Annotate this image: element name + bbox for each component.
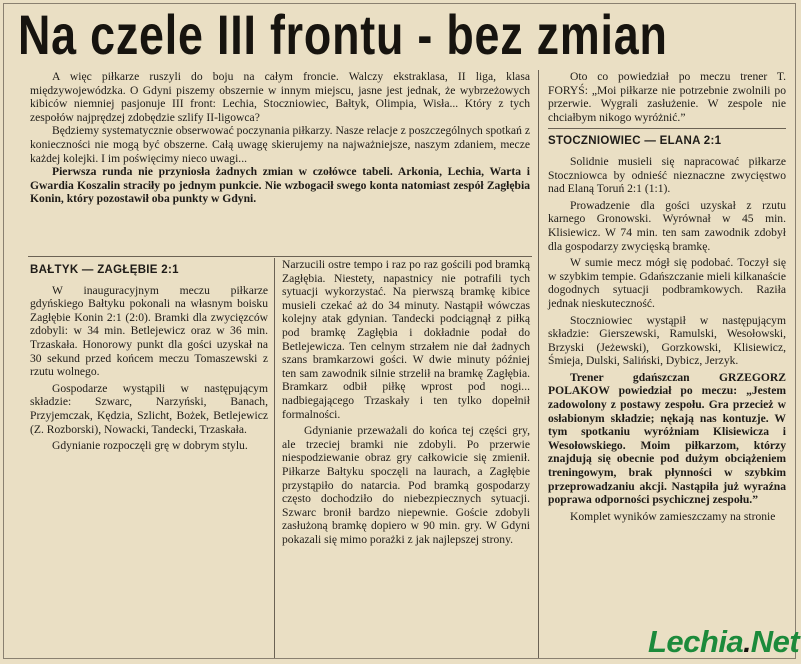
intro-block bbox=[30, 70, 530, 206]
coach-quote: Oto co powiedział po meczu trener T. FORYŚ: „Moi piłkarze nie potrzebnie zwolnili po przerwie. Wygrali zasłużenie. W zespole nie chciałbym nikogo wyróżnić.” bbox=[548, 70, 786, 124]
logo-dot: . bbox=[743, 627, 751, 659]
logo-text-part2: Net bbox=[750, 624, 800, 659]
headline: Na czele III frontu - bez zmian bbox=[18, 3, 668, 66]
column-3 bbox=[548, 70, 786, 523]
lechia-net-watermark bbox=[648, 624, 798, 660]
article-paragraph: Prowadzenie dla gości uzyskał z rzutu karnego Gronowski. Wyrównał w 45 min. Klisiewicz. W 74 min. ten sam zawodnik zdobył dla gospodarzy zwycięską bramkę. bbox=[548, 198, 786, 253]
divider bbox=[548, 128, 786, 129]
column-2 bbox=[282, 258, 530, 546]
article-paragraph: Komplet wyników zamieszczamy na stronie bbox=[570, 509, 776, 523]
column-1 bbox=[30, 258, 268, 453]
article-paragraph: Narzucili ostre tempo i raz po raz gościli pod bramką Zagłębia. Niestety, napastnicy nie potrafili tych sytuacji wykorzystać. Na pierwszą bramkę kibice musieli czekać aż do 34 minuty. Nastąpił wówczas kolejny atak gdynian. Tandecki podciągnął z piłką pod bramkę Zagłębia i dokładnie podał do Betlejewicza. Ten celnym strzałem nie dał żadnych szans bramkarzowi gości. W dwie minuty później ten sam zawodnik silnie strzelił na bramkę Zagłębia. Bramkarz odbił piłkę wprost pod nogi... nadbiegającego Trzaskały i ten tylko dopełnił formalności. bbox=[282, 258, 530, 421]
article-paragraph: Gdynianie rozpoczęli grę w dobrym stylu. bbox=[52, 439, 248, 453]
column-rule bbox=[538, 70, 539, 658]
section-heading-baltyk: BAŁTYK — ZAGŁĘBIE 2:1 bbox=[30, 264, 179, 276]
article-paragraph: Solidnie musieli się napracować piłkarze Stoczniowca by odnieść nieznaczne zwycięstwo nad Elaną Toruń 2:1 (1:1). bbox=[548, 154, 786, 196]
section-heading-stoczniowiec: STOCZNIOWIEC — ELANA 2:1 bbox=[548, 135, 722, 148]
article-paragraph: Gospodarze wystąpili w następującym składzie: Szwarc, Narzyński, Banach, Przyjemczak, Kędzia, Szlicht, Bożek, Betlejewicz (Z. Rozborski), Nowacki, Tandecki, Trzaskała. bbox=[30, 381, 268, 436]
coach-quote: Trener gdańszczan GRZEGORZ POLAKOW powiedział po meczu: „Jestem zadowolony z postawy zespołu. Gra przecież w osłabionym składzie; nękają nas kontuzje. W tym spotkaniu wyróżniam Klisiewicza i Wesołowskiego. Moim piłkarzom, którzy znajdują się obecnie pod dużym obciążeniem treningowym, brak płynności w szybkim przeprowadzaniu akcji. Nastąpiła już wyraźna poprawa odporności psychicznej zespołu.” bbox=[548, 370, 786, 507]
article-paragraph: W sumie mecz mógł się podobać. Toczył się w szybkim tempie. Gdańszczanie mieli kilkanaście dogodnych sytuacji podbramkowych. Raziła jednak nieskuteczność. bbox=[548, 256, 786, 310]
lineup-paragraph: Stoczniowiec wystąpił w następującym składzie: Gierszewski, Ramulski, Wesołowski, Brzyski (Jeżewski), Gorzkowski, Klisiewicz, Śmieja, Dulski, Saliński, Dybicz, Jerzyk. bbox=[548, 313, 786, 368]
logo-text-part1: Lechia bbox=[648, 624, 744, 659]
article-paragraph: Gdynianie przeważali do końca tej części gry, ale trzeciej bramki nie zdobyli. Po przerwie niespodziewanie obraz gry całkowicie się zmienił. Piłkarze Bałtyku spoczęli na laurach, a Zagłębie przystąpiło do natarcia. Pod bramką gospodarzy często dochodziło do niebezpiecznych sytuacji. Szwarc bronił bardzo niepewnie. Goście zdobyli zasłużoną bramkę dopiero w 90 min. gry. W Gdyni pokazali się mimo porażki z jak najlepszej strony. bbox=[282, 424, 530, 546]
intro-paragraph: Pierwsza runda nie przyniosła żadnych zmian w czołówce tabeli. Arkonia, Lechia, Warta i Gwardia Koszalin straciły po jednym punkcie. Nie wzbogacił swego konta natomiast zespół Zagłębia Konin, który pozostawił oba punkty w Gdyni. bbox=[30, 165, 530, 206]
intro-paragraph: A więc piłkarze ruszyli do boju na całym froncie. Walczy ekstraklasa, II liga, klasa międzywojewódzka. O Gdyni piszemy obszernie w innym miejscu, jasne jest jednak, że wybrzeżowych kibiców niemniej pasjonuje III front: Lechia, Stoczniowiec, Bałtyk, Olimpia, Wisła... Który z tych zespołów najprędzej zdobędzie szlify II-ligowca? bbox=[30, 70, 530, 124]
intro-paragraph: Będziemy systematycznie obserwować poczynania piłkarzy. Nasze relacje z poszczególnych spotkań z konieczności nie mogą być obszerne. Całą uwagę skierujemy na najważniejsze, naszym zdaniem, mecze każdej kolejki. I im poświęcimy nieco uwagi... bbox=[30, 124, 530, 165]
column-rule bbox=[274, 258, 275, 658]
divider bbox=[28, 256, 532, 257]
article-paragraph: W inauguracyjnym meczu piłkarze gdyńskiego Bałtyku pokonali na własnym boisku Zagłębie Konin 2:1 (2:0). Bramki dla zwycięzców zdobyli: w 34 min. Betlejewicz oraz w 36 min. Trzaskała. Honorowy punkt dla gości uzyskał na 30 sekund przed końcem meczu Tomaszewski z rzutu wolnego. bbox=[30, 283, 268, 379]
